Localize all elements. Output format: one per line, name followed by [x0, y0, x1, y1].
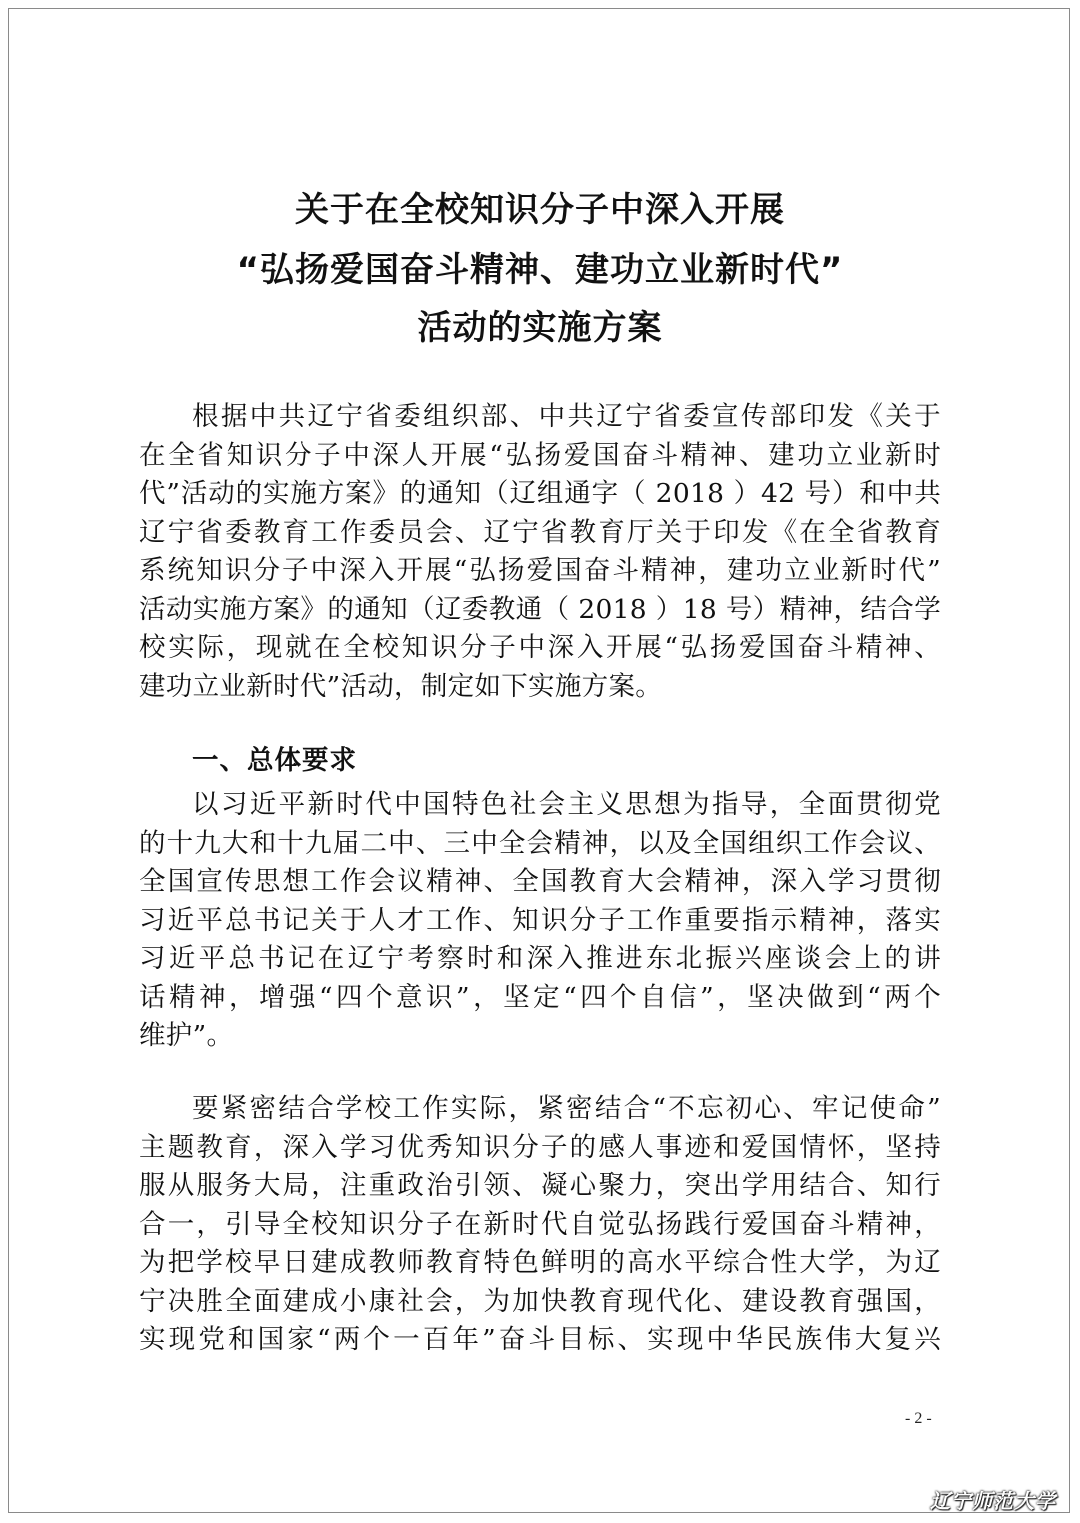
paragraph-line: 以习近平新时代中国特色社会主义思想为指导，全面贯彻党: [192, 789, 941, 820]
paragraph-line: 服从服务大局，注重政治引领、凝心聚力，突出学用结合、知行: [139, 1170, 941, 1201]
paragraph-line: 辽宁省委教育工作委员会、辽宁省教育厅关于印发《在全省教育: [139, 516, 941, 548]
paragraph-line: 宁决胜全面建成小康社会，为加快教育现代化、建设教育强国，: [139, 1285, 941, 1317]
paragraph-line: 主题教育，深入学习优秀知识分子的感人事迹和爱国情怀，坚持: [139, 1131, 941, 1163]
title-line-3: 活动的实施方案: [417, 308, 663, 348]
paragraph-line: 合一，引导全校知识分子在新时代自觉弘扬践行爱国奋斗精神，: [139, 1208, 941, 1240]
paragraph-line: 活动实施方案》的通知（辽委教通（ 2018 ）18 号）精神，结合学: [139, 593, 941, 625]
paragraph-line: 代”活动的实施方案》的通知（辽组通字（ 2018 ）42 号）和中共: [139, 478, 941, 509]
title-line-1: 关于在全校知识分子中深入开展: [295, 190, 785, 230]
paragraph-line: 全国宣传思想工作会议精神、全国教育大会精神，深入学习贯彻: [139, 866, 941, 897]
paragraph-line: 要紧密结合学校工作实际，紧密结合“不忘初心、牢记使命”: [192, 1093, 941, 1124]
page-number: - 2 -: [905, 1410, 932, 1427]
paragraph-2: [139, 786, 941, 1056]
title-line-2: “弘扬爱国奋斗精神、建功立业新时代”: [236, 250, 844, 290]
paragraph-line: 建功立业新时代”活动，制定如下实施方案。: [139, 670, 663, 702]
paragraph-line: 根据中共辽宁省委组织部、中共辽宁省委宣传部印发《关于: [192, 401, 941, 432]
section-heading: 一、总体要求: [192, 745, 357, 776]
watermark-logo: 辽宁师范大学: [930, 1489, 1056, 1513]
paragraph-3: [139, 1090, 941, 1360]
paragraph-line: 习近平总书记关于人才工作、知识分子工作重要指示精神，落实: [139, 904, 941, 936]
paragraph-line: 系统知识分子中深入开展“弘扬爱国奋斗精神，建功立业新时代”: [139, 555, 941, 586]
paragraph-line: 校实际，现就在全校知识分子中深入开展“弘扬爱国奋斗精神、: [139, 632, 941, 663]
section-heading-block: [139, 742, 941, 781]
paragraph-line: 为把学校早日建成教师教育特色鲜明的高水平综合性大学，为辽: [139, 1247, 941, 1278]
paragraph-1: [139, 398, 941, 706]
paragraph-line: 习近平总书记在辽宁考察时和深入推进东北振兴座谈会上的讲: [139, 943, 941, 974]
paragraph-line: 实现党和国家“两个一百年”奋斗目标、实现中华民族伟大复兴: [139, 1324, 941, 1355]
paragraph-line: 在全省知识分子中深人开展“弘扬爱国奋斗精神、建功立业新时: [139, 439, 941, 471]
paragraph-line: 话精神，增强“四个意识”，坚定“四个自信”，坚决做到“两个: [139, 981, 941, 1013]
paragraph-line: 的十九大和十九届二中、三中全会精神，以及全国组织工作会议、: [139, 827, 941, 859]
paragraph-line: 维护”。: [139, 1020, 234, 1051]
